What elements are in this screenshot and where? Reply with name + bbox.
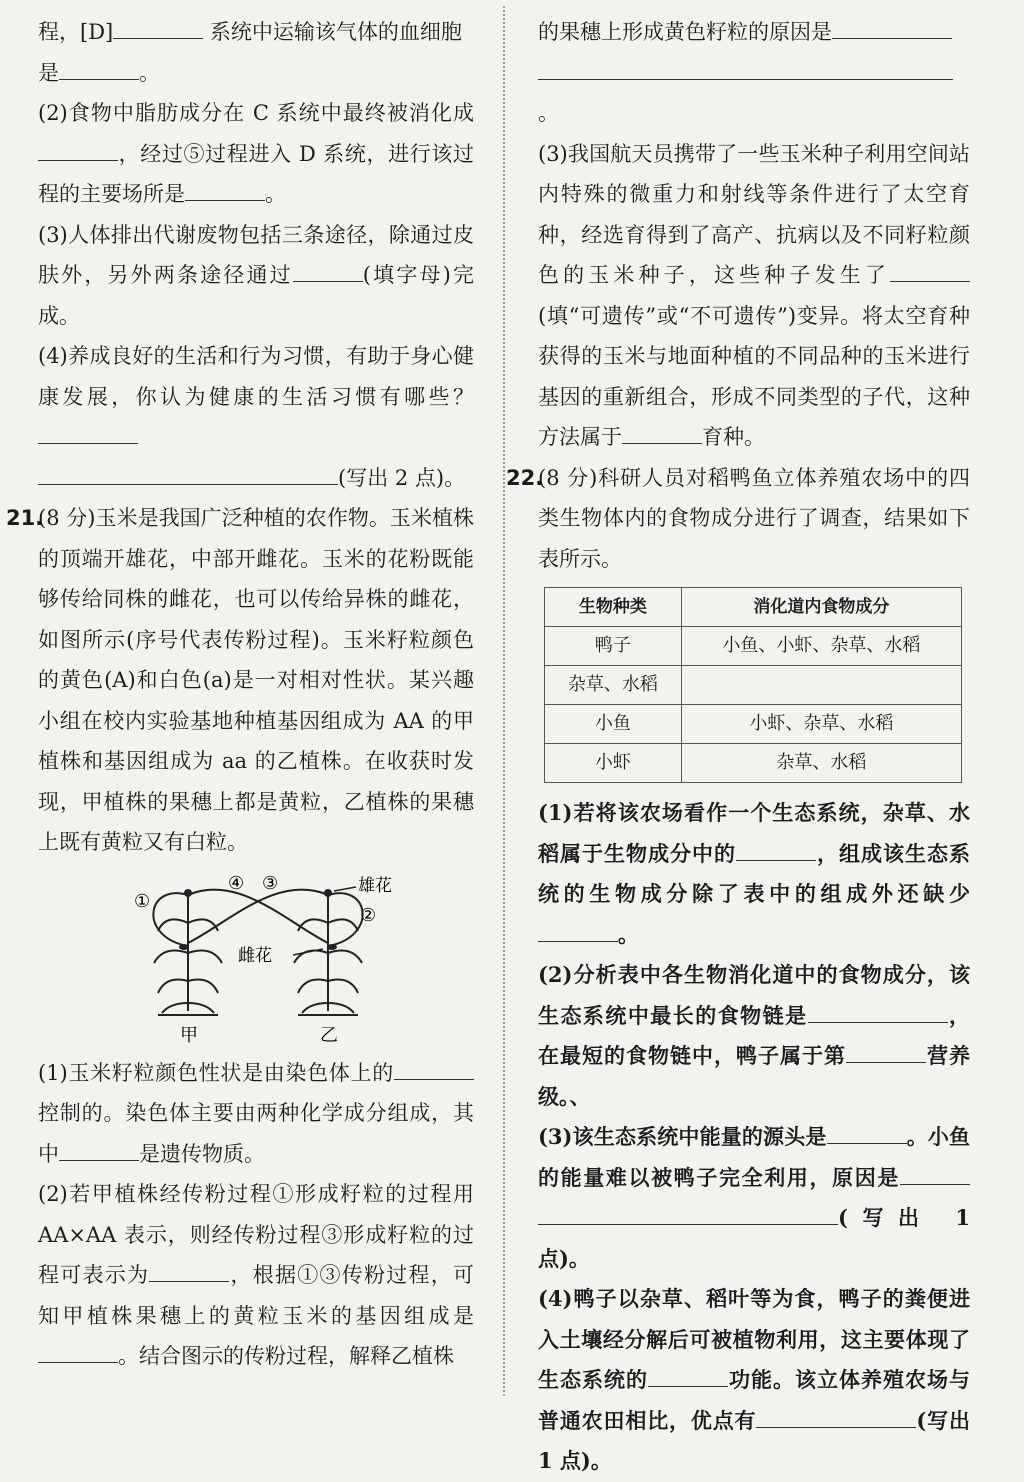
answer-blank[interactable] <box>38 462 338 485</box>
q20-part-4-end <box>38 458 474 499</box>
female-flower-label: 雌花 <box>238 945 272 966</box>
text: 功能。该立体养殖农场与普通农田相比，优点有 <box>538 1367 970 1433</box>
text: 。小鱼的能量难以被鸭子完全利用，原因是 <box>538 1124 971 1190</box>
leaf <box>188 1003 214 1013</box>
text: 系统中运输该气体的血细胞 <box>209 20 462 44</box>
leaf <box>328 950 362 962</box>
corn-pollination-figure <box>38 863 474 1053</box>
text: ，根据①③传粉过程，可知甲植株果穗上的黄粒玉米的基因组成是 <box>38 1263 474 1328</box>
table-cell: 小虾 <box>545 744 682 783</box>
leaf <box>188 979 218 993</box>
q20-line-2 <box>38 53 474 94</box>
leaf <box>188 950 222 962</box>
leaf <box>328 919 358 931</box>
answer-blank[interactable] <box>538 57 953 80</box>
text: (3)该生态系统中能量的源头是 <box>538 1124 827 1149</box>
text: 是 <box>38 60 59 85</box>
table-cell <box>681 666 961 705</box>
plant-b-label: 乙 <box>320 1024 338 1046</box>
answer-blank[interactable] <box>808 1000 948 1023</box>
q22-part-2 <box>538 955 970 1117</box>
text: (4)养成良好的生活和行为习惯，有助于身心健康发展，你认为健康的生活习惯有哪些？ <box>38 344 474 409</box>
text: 是遗传物质。 <box>139 1141 265 1166</box>
question-22 <box>506 458 970 580</box>
text: (1)若将该农场看作一个生态系统，杂草、水稻属于生物成分中的 <box>538 800 970 866</box>
column-divider <box>503 6 505 1396</box>
leaf <box>328 1003 354 1013</box>
table-cell: 鸭子 <box>545 627 682 666</box>
text: ，经过⑤过程进入 D 系统，进行该过程的主要场所是 <box>38 141 474 206</box>
text: (2)食物中脂肪成分在 C 系统中最终被消化成 <box>38 101 474 125</box>
answer-blank[interactable] <box>185 178 265 201</box>
question-21 <box>6 498 474 863</box>
q22-part-1 <box>538 793 970 955</box>
text: 。 <box>538 101 559 125</box>
leaf <box>154 950 188 962</box>
text: ，组成该生态系统的生物成分除了表中的组成外还缺少 <box>538 840 970 906</box>
answer-blank[interactable] <box>394 1057 474 1080</box>
answer-blank[interactable] <box>832 16 952 39</box>
text: (2)分析表中各生物消化道中的食物成分，该生态系统中最长的食物链是 <box>538 962 970 1028</box>
q21-part-2 <box>38 1174 474 1377</box>
leaf <box>298 979 328 993</box>
answer-blank[interactable] <box>113 16 203 39</box>
answer-blank[interactable] <box>149 1259 229 1282</box>
table-cell: 小鱼、小虾、杂草、水稻 <box>681 627 961 666</box>
text: (写出 2 点)。 <box>338 465 466 490</box>
table-cell: 杂草、水稻 <box>545 666 682 705</box>
male-flower-label: 雄花 <box>358 875 392 896</box>
corn-diagram <box>38 863 474 1053</box>
q21-cont-line-2 <box>538 53 970 134</box>
q21-part-3 <box>538 134 970 458</box>
left-column <box>6 12 474 1377</box>
answer-blank[interactable] <box>38 421 138 444</box>
q22-intro: (8 分)科研人员对稻鸭鱼立体养殖农场中的四类生物体内的食物成分进行了调查，结果如下表所示。 <box>538 465 970 571</box>
table-row <box>545 705 962 744</box>
label-2: ② <box>360 904 377 926</box>
leaf <box>162 1003 188 1013</box>
text: 控制的。染色体主要由两种化学成分组成，其中 <box>38 1101 474 1166</box>
answer-blank[interactable] <box>538 1202 838 1225</box>
col-header-food: 消化道内食物成分 <box>681 588 961 627</box>
q20-part-2 <box>38 93 474 215</box>
text: 。 <box>139 60 160 85</box>
label-3: ③ <box>262 872 279 894</box>
q21-part-1 <box>38 1053 474 1175</box>
leaf <box>298 919 328 931</box>
label-4: ④ <box>228 872 245 894</box>
answer-blank[interactable] <box>622 421 702 444</box>
label-1: ① <box>134 890 151 912</box>
answer-blank[interactable] <box>293 259 363 282</box>
table-header-row <box>545 588 962 627</box>
male-flower-b <box>324 889 332 897</box>
leaf <box>158 919 188 931</box>
text: 程，[D] <box>38 20 114 44</box>
text: (写出 1 点)。 <box>538 1407 971 1473</box>
text: ，在最短的食物链中，鸭子属于第 <box>538 1002 971 1068</box>
answer-blank[interactable] <box>538 919 618 942</box>
text: 。 <box>618 921 639 947</box>
plant-a-label: 甲 <box>180 1024 198 1046</box>
text: 。结合图示的传粉过程，解释乙植株 <box>118 1344 454 1368</box>
text: 。 <box>265 182 286 206</box>
text: 育种。 <box>702 425 765 449</box>
female-flower-b <box>327 944 337 950</box>
male-flower-a <box>184 889 192 897</box>
answer-blank[interactable] <box>736 838 816 861</box>
text: (2)若甲植株经传粉过程①形成籽粒的过程用 AA×AA 表示，则经传粉过程③形成籽粒的过程可表示为 <box>38 1182 474 1287</box>
q20-part-4 <box>38 336 474 458</box>
text: (3)人体排出代谢废物包括三条途径，除通过皮肤外，另外两条途径通过 <box>38 222 474 287</box>
text: 营养级。、 <box>538 1043 970 1109</box>
table-row <box>545 627 962 666</box>
answer-blank[interactable] <box>38 1340 118 1363</box>
answer-blank[interactable] <box>59 57 139 80</box>
text: (4)鸭子以杂草、稻叶等为食，鸭子的粪便进入土壤经分解后可被植物利用，这主要体现了生态系统的 <box>538 1286 970 1392</box>
answer-blank[interactable] <box>38 138 118 161</box>
q22-part-4 <box>538 1279 970 1482</box>
text: 的果穗上形成黄色籽粒的原因是 <box>538 20 832 44</box>
table-row <box>545 744 962 783</box>
female-flower-a <box>179 944 189 950</box>
text: (填“可遗传”或“不可遗传”)变异。将太空育种获得的玉米与地面种植的不同品种的玉米进行基因的重新组合，形成不同类型的子代，这种方法属于 <box>538 303 970 449</box>
q22-questions <box>538 793 970 1482</box>
arrow-3 <box>188 889 328 942</box>
answer-blank[interactable] <box>900 1162 970 1185</box>
q22-part-3 <box>538 1117 970 1279</box>
col-header-organism: 生物种类 <box>545 588 682 627</box>
answer-blank[interactable] <box>59 1138 139 1161</box>
question-number: 21. <box>6 506 44 530</box>
table-cell: 小鱼 <box>545 705 682 744</box>
text: (1)玉米籽粒颜色性状是由染色体上的 <box>38 1060 394 1085</box>
question-number: 22. <box>506 465 544 490</box>
arrow-4 <box>188 889 328 942</box>
answer-blank[interactable] <box>890 259 970 282</box>
table-cell: 杂草、水稻 <box>681 744 961 783</box>
answer-blank[interactable] <box>648 1364 728 1387</box>
food-composition-table <box>544 587 962 783</box>
text: (写出 1 点)。 <box>538 1205 970 1271</box>
q21-cont-line <box>538 12 970 53</box>
text: (3)我国航天员携带了一些玉米种子利用空间站内特殊的微重力和射线等条件进行了太空育种，经选育得到了高产、抗病以及不同籽粒颜色的玉米种子，这些种子发生了 <box>538 141 970 287</box>
text: (填字母)完成。 <box>38 263 474 328</box>
leaf <box>328 979 358 993</box>
table-row <box>545 666 962 705</box>
leaf <box>294 950 328 962</box>
leaf <box>302 1003 328 1013</box>
q21-intro: (8 分)玉米是我国广泛种植的农作物。玉米植株的顶端开雄花，中部开雌花。玉米的花粉既能够传给同株的雌花，也可以传给异株的雌花，如图所示(序号代表传粉过程)。玉米籽粒颜色的黄色(A)和白色(a)是一对相对性状。某兴趣小组在校内实验基地种植基因组成为 AA 的甲植株和基因组成为 aa 的乙植株。在收获时发现，甲植株的果穗上都是黄粒，乙植株的果穗上既有黄粒又有白粒。 <box>38 506 474 854</box>
q20-part-3 <box>38 215 474 337</box>
answer-blank[interactable] <box>846 1040 926 1063</box>
leaf <box>158 979 188 993</box>
answer-blank[interactable] <box>756 1405 916 1428</box>
leaf <box>188 919 218 931</box>
right-column <box>506 12 971 1482</box>
answer-blank[interactable] <box>827 1121 907 1144</box>
q20-line-1 <box>38 12 474 53</box>
table-cell: 小虾、杂草、水稻 <box>681 705 961 744</box>
